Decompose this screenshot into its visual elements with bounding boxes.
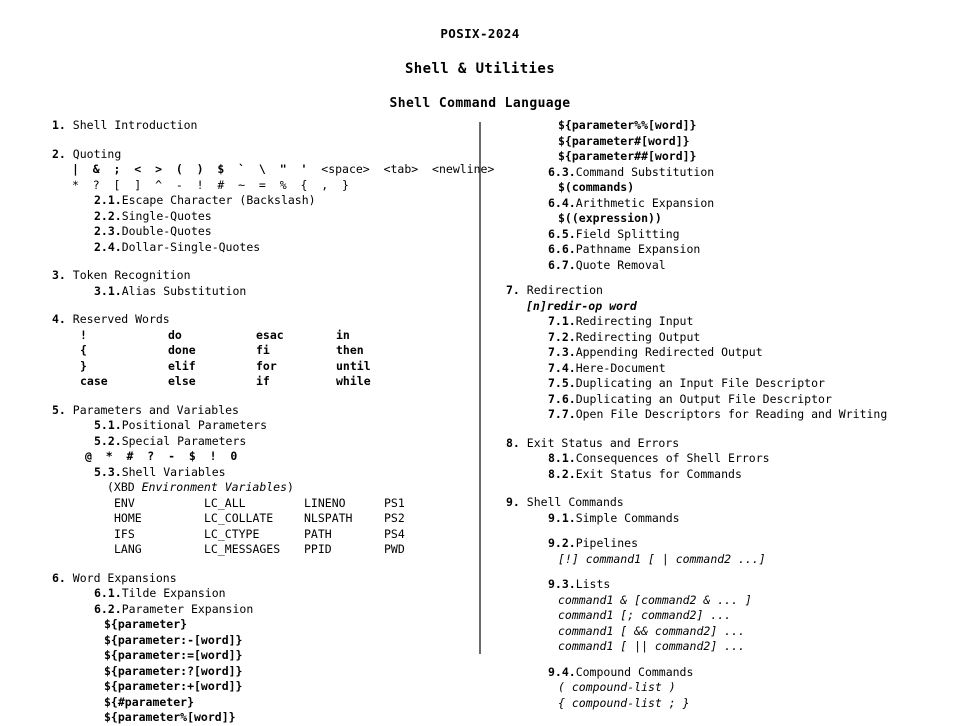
reserved-word: } [80, 358, 87, 373]
section-number: 2. [52, 146, 66, 161]
subsection-here-document [506, 361, 946, 377]
subsection-duplicating-input-fd [506, 376, 946, 392]
reserved-word: in [336, 327, 350, 342]
section-word-expansions [52, 571, 472, 726]
subsection-parameter-expansion [52, 602, 472, 618]
reserved-word: if [256, 374, 270, 388]
subsection-exit-status-for-commands [506, 467, 946, 483]
subsection-number: 3.1. [94, 283, 122, 298]
subsection-redirecting-output [506, 330, 946, 346]
subsection-pipelines [506, 536, 946, 552]
subsection-simple-commands [506, 511, 946, 527]
subsection-title: Command Substitution [575, 164, 715, 179]
right-column [506, 118, 946, 711]
shell-variable: PS2 [384, 511, 405, 525]
standard-title: POSIX-2024 [440, 26, 520, 41]
subsection-title: Pipelines [575, 536, 639, 550]
shell-variable: LANG [114, 542, 142, 556]
shell-variable: PPID [304, 542, 332, 556]
subsection-dollar-single-quotes [52, 240, 472, 256]
subsection-field-splitting [506, 227, 946, 243]
subsection-title: Appending Redirected Output [575, 345, 763, 359]
subsection-number: 6.7. [548, 257, 576, 272]
section-title: Quoting [72, 146, 122, 161]
subsection-number: 7.1. [548, 314, 576, 328]
subsection-title: Here-Document [575, 360, 666, 375]
subsection-number: 6.6. [548, 242, 576, 256]
reserved-word: fi [256, 343, 270, 357]
document-headings [0, 0, 960, 110]
parameter-expansion-syntax: ${parameter:-[word]} [104, 632, 243, 647]
subsection-shell-variables [52, 465, 472, 481]
shell-variable: HOME [114, 511, 142, 525]
parameter-expansion-syntax: ${parameter} [104, 617, 188, 631]
subsection-appending-redirected-output [506, 345, 946, 361]
lists-syntax: command1 [ || command2] ... [558, 639, 745, 653]
reserved-word: done [168, 343, 196, 357]
chapter-title: Shell Command Language [389, 95, 571, 111]
reserved-words-grid [52, 328, 472, 390]
subsection-number: 6.2. [94, 601, 122, 616]
subsection-title: Double-Quotes [121, 224, 212, 238]
column-divider [479, 122, 481, 654]
subsection-single-quotes [52, 209, 472, 225]
section-token-recognition [52, 268, 472, 299]
subsection-number: 8.2. [548, 466, 576, 481]
subsection-number: 7.2. [548, 329, 576, 344]
quoting-char-row [52, 178, 472, 194]
subsection-number: 6.3. [548, 164, 576, 179]
subsection-title: Open File Descriptors for Reading and Writing [575, 407, 888, 421]
reserved-word: esac [256, 327, 284, 342]
subsection-compound-commands [506, 665, 946, 681]
reserved-word: { [80, 343, 87, 357]
subsection-number: 6.5. [548, 226, 576, 241]
parameter-expansion-syntax: ${parameter:+[word]} [104, 679, 243, 693]
subsection-number: 7.3. [548, 345, 576, 359]
left-column [52, 118, 495, 726]
section-heading [506, 283, 946, 299]
section-number: 1. [52, 118, 66, 132]
lists-syntax: command1 & [command2 & ... ] [558, 592, 752, 607]
shell-variable: LC_CTYPE [204, 526, 260, 541]
parameter-expansion-continued [506, 118, 946, 273]
section-title: Parameters and Variables [72, 402, 239, 417]
subsection-number: 5.3. [94, 464, 122, 479]
subsection-command-substitution [506, 165, 946, 181]
shell-variable: PS1 [384, 495, 405, 510]
subsection-title: Exit Status for Commands [575, 466, 742, 481]
section-number: 4. [52, 312, 66, 326]
subsection-title: Positional Parameters [121, 418, 268, 432]
subsection-title: Field Splitting [575, 226, 680, 241]
section-heading [506, 436, 946, 452]
subsection-title: Lists [575, 577, 611, 591]
subsection-arithmetic-expansion [506, 196, 946, 212]
section-title: Shell Introduction [72, 118, 198, 132]
section-exit-status-and-errors [506, 436, 946, 483]
section-heading [52, 403, 472, 419]
xbd-prefix: (XBD [107, 480, 142, 494]
subsection-consequences-of-shell-errors [506, 451, 946, 467]
subsection-title: Redirecting Output [575, 329, 701, 344]
section-number: 6. [52, 570, 66, 585]
subsection-number: 2.3. [94, 224, 122, 238]
special-parameters-chars: @ * # ? - $ ! 0 [85, 449, 238, 463]
shell-variable: PATH [304, 526, 332, 541]
subsection-number: 8.1. [548, 451, 576, 465]
subsection-number: 5.2. [94, 433, 122, 448]
subsection-positional-parameters [52, 418, 472, 434]
shell-variable: IFS [114, 526, 135, 541]
section-heading [52, 118, 472, 134]
section-heading [52, 268, 472, 284]
quoting-char-row [52, 162, 495, 178]
subsection-number: 7.6. [548, 391, 576, 406]
reserved-word: ! [80, 327, 87, 342]
shell-variable: LC_COLLATE [204, 511, 274, 525]
parameter-expansion-syntax: ${#parameter} [104, 694, 195, 709]
shell-variable: LC_ALL [204, 495, 246, 510]
subsection-number: 7.4. [548, 360, 576, 375]
subsection-title: Duplicating an Output File Descriptor [575, 391, 832, 406]
subsection-title: Consequences of Shell Errors [575, 451, 770, 465]
subsection-escape-character [52, 193, 472, 209]
subsection-number: 9.2. [548, 536, 576, 550]
pipelines-syntax: [!] command1 [ | command2 ...] [558, 551, 766, 566]
shell-variable: NLSPATH [304, 511, 353, 525]
reserved-word: do [168, 327, 182, 342]
section-title: Redirection [526, 283, 603, 297]
parameter-expansion-syntax: ${parameter:?[word]} [104, 663, 243, 678]
section-number: 9. [506, 495, 520, 509]
command-substitution-syntax: $(commands) [558, 180, 635, 194]
subsection-title: Shell Variables [121, 464, 226, 479]
section-heading [52, 312, 472, 328]
section-parameters-and-variables [52, 403, 472, 558]
subsection-number: 5.1. [94, 418, 122, 432]
section-shell-introduction [52, 118, 472, 134]
subsection-number: 2.4. [94, 239, 122, 254]
subsection-title: Escape Character (Backslash) [121, 193, 316, 207]
reserved-word: then [336, 343, 364, 357]
subsection-number: 7.7. [548, 407, 576, 421]
subsection-number: 6.1. [94, 586, 122, 600]
subsection-number: 2.2. [94, 208, 122, 223]
subsection-title: Special Parameters [121, 433, 247, 448]
xbd-cross-reference [52, 480, 472, 496]
section-number: 7. [506, 283, 520, 297]
reserved-word: case [80, 374, 108, 388]
compound-commands-syntax: ( compound-list ) [558, 680, 676, 694]
reserved-word: else [168, 374, 196, 388]
parameter-expansion-syntax: ${parameter%%[word]} [558, 118, 697, 132]
subsection-title: Compound Commands [575, 664, 694, 679]
redirection-syntax: [n]redir-op word [526, 298, 637, 313]
subsection-tilde-expansion [52, 586, 472, 602]
subsection-alias-substitution [52, 284, 472, 300]
section-quoting [52, 146, 495, 256]
subsection-lists [506, 577, 946, 593]
shell-variable: LINENO [304, 495, 346, 510]
reserved-word: while [336, 374, 371, 388]
shell-variables-grid [52, 496, 472, 558]
quoting-other-chars: * ? [ ] ^ - ! # ~ = % { , } [72, 177, 349, 192]
subsection-quote-removal [506, 258, 946, 274]
shell-variable: PWD [384, 542, 405, 556]
parameter-expansion-syntax: ${parameter:=[word]} [104, 648, 243, 662]
subsection-number: 2.1. [94, 193, 122, 207]
section-heading [506, 495, 946, 511]
subsection-number: 9.4. [548, 664, 576, 679]
parameter-expansion-syntax: ${parameter#[word]} [558, 133, 690, 148]
section-title: Shell Commands [526, 495, 624, 509]
shell-variable: PS4 [384, 526, 405, 541]
subsection-redirecting-input [506, 314, 946, 330]
subsection-title: Arithmetic Expansion [575, 195, 715, 210]
reserved-word: elif [168, 358, 196, 373]
subsection-title: Pathname Expansion [575, 242, 701, 256]
section-title: Token Recognition [72, 268, 191, 282]
quoting-special-chars: | & ; < > ( ) $ ` \ " ' [72, 162, 308, 176]
volume-title: Shell & Utilities [404, 60, 556, 77]
section-title: Reserved Words [72, 312, 170, 326]
parameter-expansion-syntax: ${parameter##[word]} [558, 149, 697, 163]
section-reserved-words [52, 312, 472, 390]
xbd-suffix: ) [287, 480, 294, 494]
section-heading [52, 571, 472, 587]
quoting-whitespace-tokens: <space> <tab> <newline> [321, 162, 495, 176]
reserved-word: for [256, 358, 277, 373]
subsection-number: 6.4. [548, 195, 576, 210]
section-redirection [506, 283, 946, 423]
parameter-expansion-syntax: ${parameter%[word]} [104, 710, 236, 724]
subsection-title: Duplicating an Input File Descriptor [575, 376, 825, 390]
subsection-title: Simple Commands [575, 510, 680, 525]
subsection-duplicating-output-fd [506, 392, 946, 408]
section-title: Word Expansions [72, 570, 177, 585]
shell-variable: ENV [114, 495, 135, 510]
subsection-title: Dollar-Single-Quotes [121, 239, 261, 254]
reserved-word: until [336, 358, 371, 373]
subsection-title: Tilde Expansion [121, 586, 226, 600]
subsection-special-parameters [52, 434, 472, 450]
subsection-title: Redirecting Input [575, 314, 694, 328]
subsection-number: 7.5. [548, 376, 576, 390]
subsection-number: 9.3. [548, 577, 576, 591]
lists-syntax: command1 [; command2] ... [558, 608, 732, 622]
section-heading [52, 147, 472, 163]
subsection-title: Quote Removal [575, 257, 666, 272]
section-number: 3. [52, 268, 66, 282]
lists-syntax: command1 [ && command2] ... [558, 623, 745, 638]
subsection-number: 9.1. [548, 510, 576, 525]
shell-variable: LC_MESSAGES [204, 542, 281, 556]
subsection-pathname-expansion [506, 242, 946, 258]
compound-commands-syntax: { compound-list ; } [558, 695, 690, 710]
subsection-title: Parameter Expansion [121, 601, 254, 616]
subsection-title: Alias Substitution [121, 283, 247, 298]
xbd-reference-title: Environment Variables [141, 480, 288, 494]
section-number: 8. [506, 435, 520, 450]
subsection-open-fd-read-write [506, 407, 946, 423]
arithmetic-expansion-syntax: $((expression)) [558, 211, 662, 225]
section-number: 5. [52, 402, 66, 417]
subsection-title: Single-Quotes [121, 208, 212, 223]
section-title: Exit Status and Errors [526, 435, 680, 450]
special-parameters-list [52, 449, 472, 465]
subsection-double-quotes [52, 224, 472, 240]
